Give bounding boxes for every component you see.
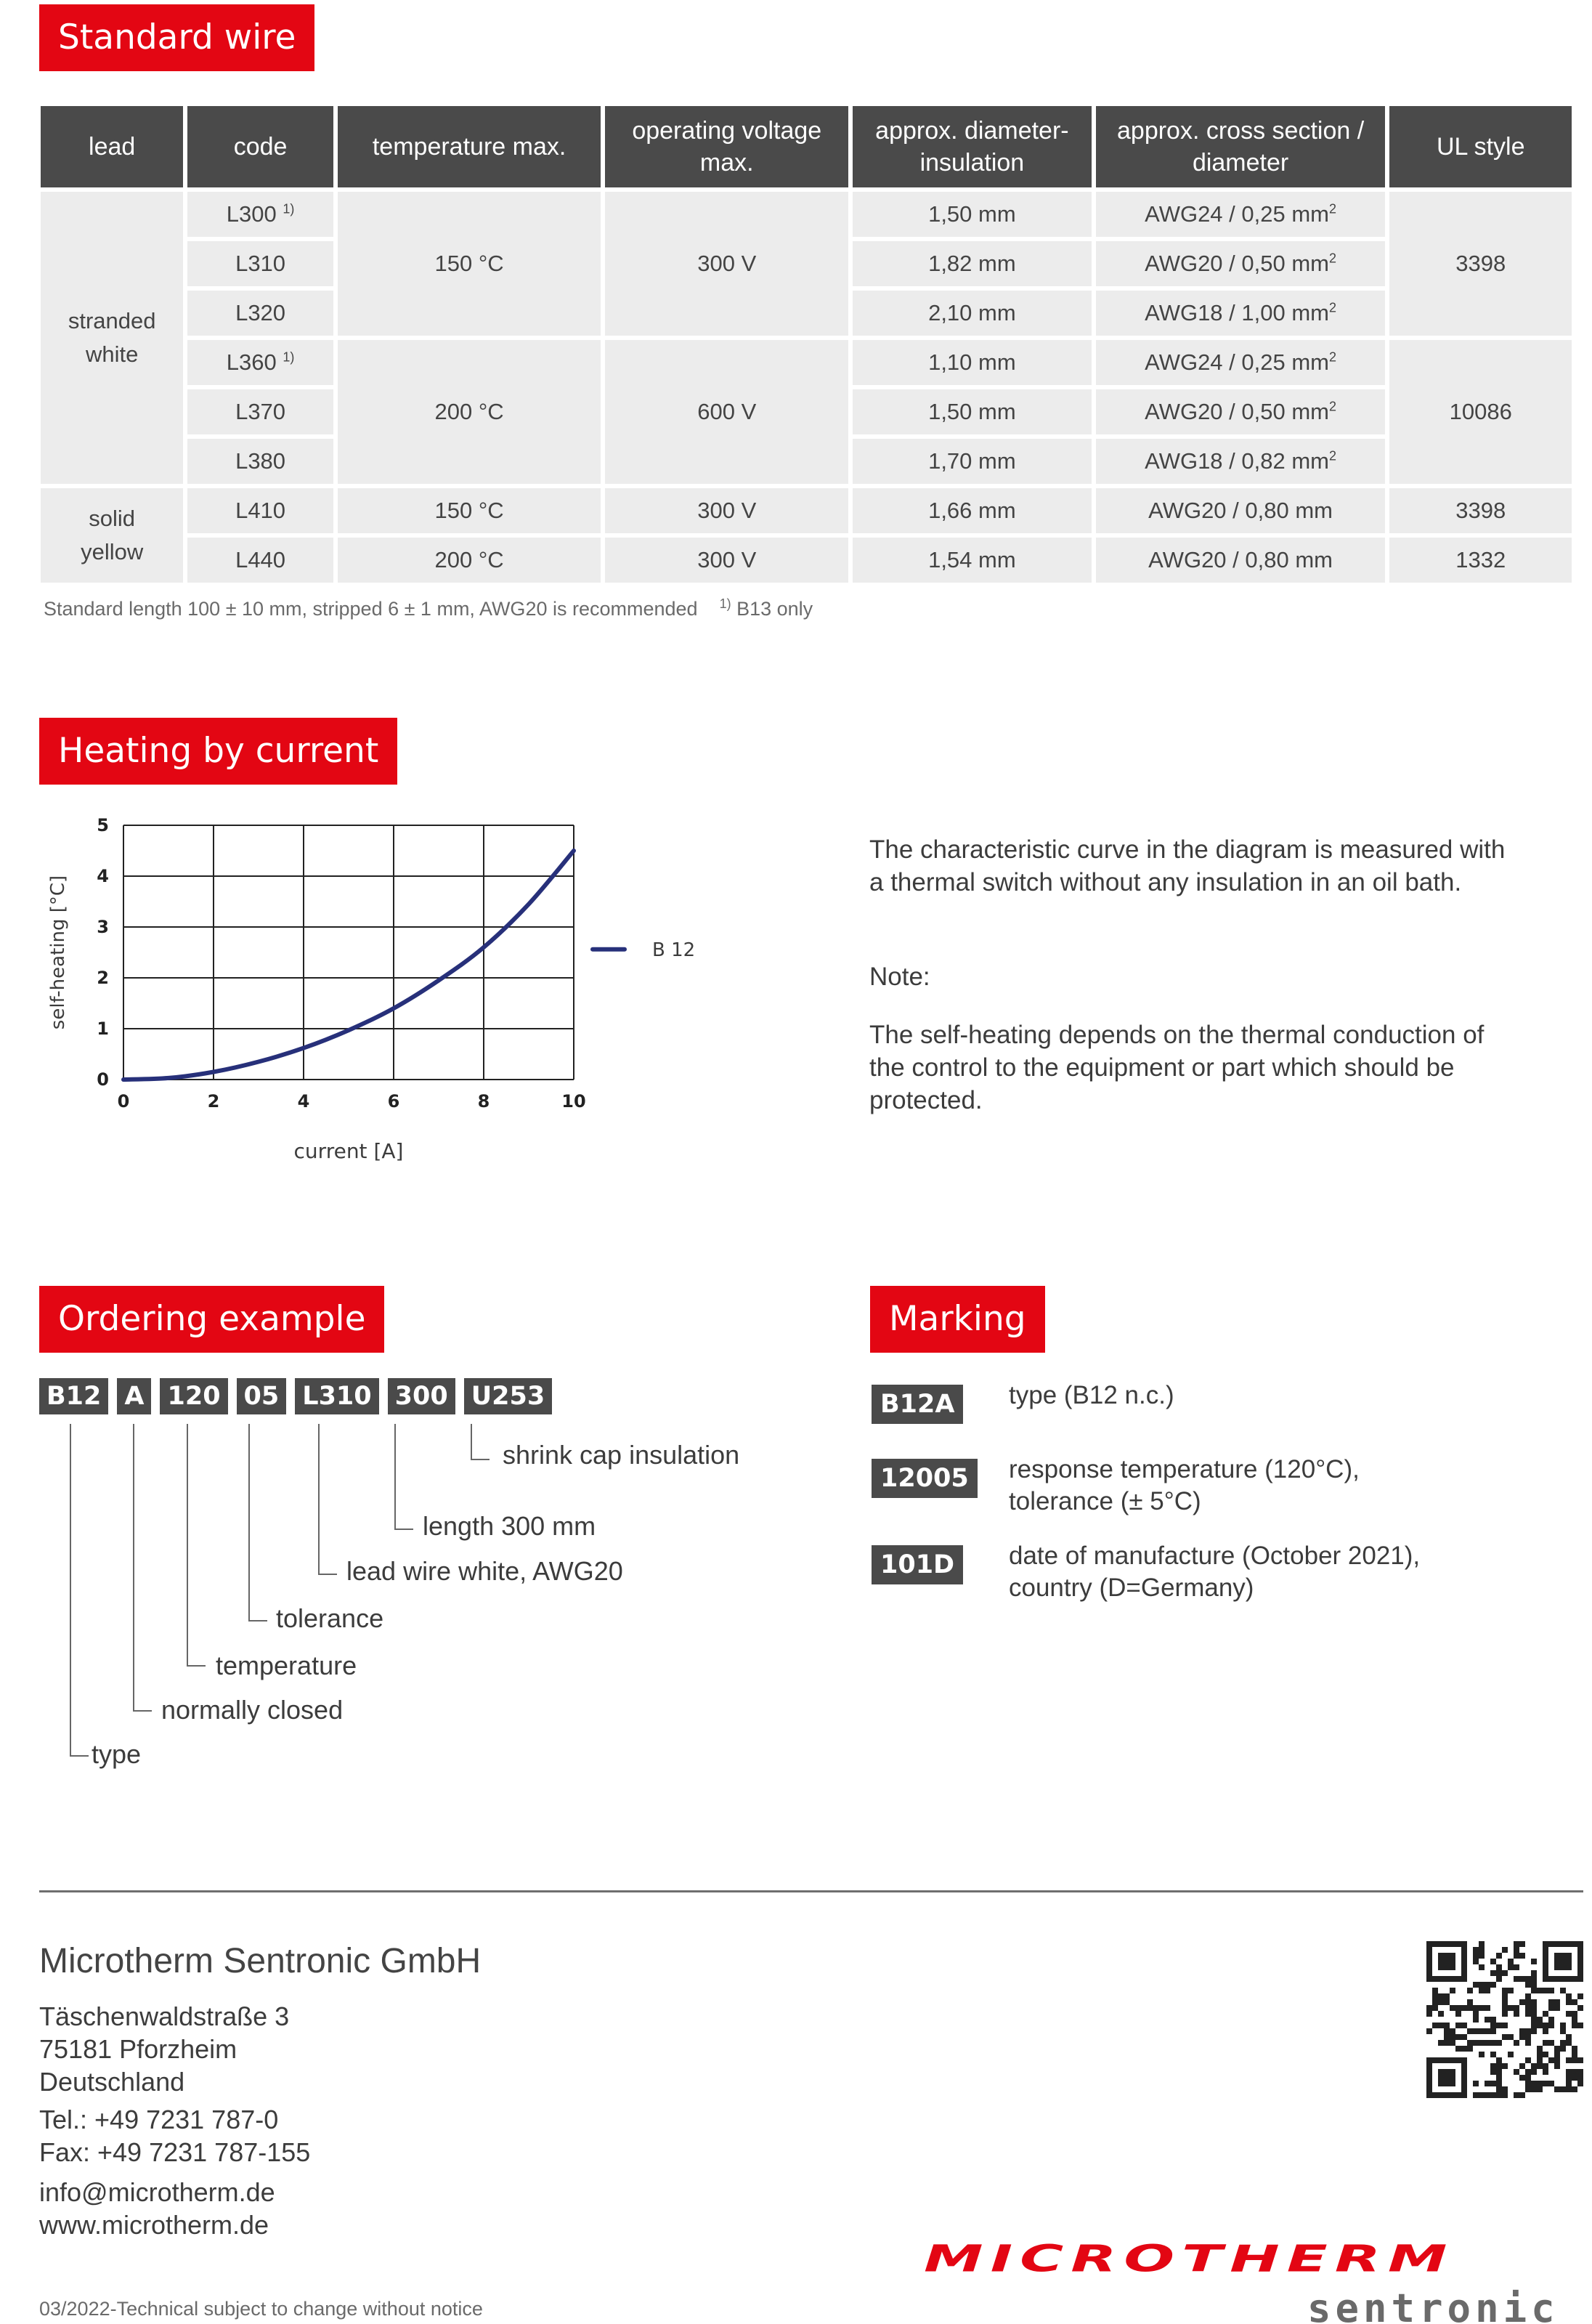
heating-chart [44,806,770,1184]
section-title-heating: Heating by current [39,718,397,785]
code-segment-nc: A [117,1378,151,1414]
address [39,2000,289,2098]
code-cell: L440 [187,538,333,583]
code-segment-length: 300 [388,1378,455,1414]
cross-section-cell: AWG18 / 1,00 $mm^2$ [1096,291,1386,336]
y-axis-label: self-heating [°C] [47,875,69,1030]
table-row [41,538,1572,583]
diameter-cell: 1,54 mm [853,538,1092,583]
diameter-cell: 2,10 mm [853,291,1092,336]
label-temperature: temperature [216,1651,357,1680]
y-tick-label: 5 [97,815,109,835]
heating-note-label: Note: [869,963,930,991]
header-ul-style: UL style [1389,106,1572,187]
qr-code-icon [1426,1941,1583,2098]
marking-code-date: 101D [872,1545,963,1584]
cross-section-cell: AWG20 / 0,80 mm [1096,538,1386,583]
label-normally-closed: normally closed [161,1695,344,1725]
temp-cell: 200 °C [338,538,601,583]
cross-section-cell: AWG20 / 0,50 $mm^2$ [1096,389,1386,434]
section-title-ordering: Ordering example [39,1286,384,1353]
cross-section-cell: AWG20 / 0,80 mm [1096,488,1386,533]
bracket-line [394,1424,413,1530]
marking-desc-temperature: response temperature (120°C), tolerance (± 5°C) [1009,1455,1360,1515]
label-length: length 300 mm [423,1511,596,1541]
code-cell: L300 $^{1)}$ [187,192,333,237]
section-title-standard-wire: Standard wire [39,4,314,71]
x-tick-label: 2 [207,1091,220,1112]
header-voltage: operating voltage max. [605,106,848,187]
email-link[interactable]: info@microtherm.de [39,2177,275,2207]
code-segment-tolerance: 05 [237,1378,287,1414]
label-lead-wire: lead wire white, AWG20 [346,1556,623,1586]
x-tick-label: 10 [561,1091,586,1112]
y-tick-label: 3 [97,917,109,937]
x-axis-label: current [A] [293,1139,404,1163]
x-tick-label: 6 [387,1091,400,1112]
x-tick-label: 8 [477,1091,490,1112]
label-type: type [92,1739,142,1769]
bracket-line [70,1424,89,1757]
header-diameter: approx. diameter-insulation [853,106,1092,187]
table-row [41,192,1572,237]
cross-section-cell: AWG18 / 0,82 $mm^2$ [1096,439,1386,484]
website-link[interactable]: www.microtherm.de [39,2210,269,2240]
bracket-line [248,1424,267,1621]
label-shrink-cap: shrink cap insulation [503,1440,740,1470]
ordering-code [39,1378,552,1414]
x-tick-label: 0 [117,1091,130,1112]
contact-phone [39,2103,310,2169]
ul-cell: 3398 [1389,488,1572,533]
header-lead: lead [41,106,183,187]
contact-web [39,2176,275,2241]
table-header-row [41,106,1572,187]
ul-cell: 3398 [1389,192,1572,336]
diameter-cell: 1,50 mm [853,389,1092,434]
bracket-line [471,1424,490,1460]
code-segment-insulation: U253 [464,1378,552,1414]
code-segment-lead: L310 [295,1378,378,1414]
marking-desc-date: date of manufacture (October 2021), country (D=Germany) [1009,1542,1421,1602]
header-code: code [187,106,333,187]
temp-cell: 200 °C [338,340,601,484]
diameter-cell: 1,10 mm [853,340,1092,385]
footnote-mark: 1) [283,201,295,216]
code-segment-temperature: 120 [160,1378,227,1414]
fax-number: Fax: +49 7231 787-155 [39,2137,311,2167]
standard-wire-table [36,102,1576,587]
bracket-line [133,1424,152,1712]
address-street: Täschenwaldstraße 3 [39,2001,290,2031]
bracket-line [318,1424,337,1575]
cross-section-cell: AWG24 / 0,25 $mm^2$ [1096,340,1386,385]
code-cell: L310 [187,241,333,286]
bracket-line [187,1424,206,1667]
y-tick-label: 1 [97,1019,109,1039]
company-name: Microtherm Sentronic GmbH [39,1942,482,1980]
microtherm-logo: MICROTHERM [924,2238,1455,2280]
lead-solid-yellow: solid yellow [41,488,183,583]
heating-description: The characteristic curve in the diagram is measured with a thermal switch without any insulation in an oil bath. [869,835,1506,896]
marking-desc-type: type (B12 n.c.) [1009,1381,1174,1409]
voltage-cell: 300 V [605,192,848,336]
cross-section-cell: AWG20 / 0,50 $mm^2$ [1096,241,1386,286]
address-city: 75181 Pforzheim [39,2034,237,2064]
y-tick-label: 4 [97,866,109,886]
disclaimer: 03/2022-Technical subject to change without notice [39,2298,483,2320]
code-cell: L370 [187,389,333,434]
diameter-cell: 1,82 mm [853,241,1092,286]
y-tick-label: 0 [97,1069,109,1090]
legend-label: B 12 [652,939,696,961]
voltage-cell: 600 V [605,340,848,484]
table-row [41,488,1572,533]
y-tick-label: 2 [97,968,109,988]
code-segment-type: B12 [39,1378,108,1414]
header-cross-section: approx. cross section / diameter [1096,106,1386,187]
header-temperature: temperature max. [338,106,601,187]
footnote-mark: 1) [283,349,295,365]
footer-divider [39,1890,1583,1892]
table-note: Standard length 100 ± 10 mm, stripped 6 ± 1 mm, AWG20 is recommended $^{1)}$ B13 only [44,596,813,620]
address-country: Deutschland [39,2067,185,2097]
ul-cell: 10086 [1389,340,1572,484]
temp-cell: 150 °C [338,488,601,533]
table-row [41,340,1572,385]
code-cell: L410 [187,488,333,533]
code-cell: L360 $^{1)}$ [187,340,333,385]
code-cell: L320 [187,291,333,336]
lead-stranded-white: stranded white [41,192,183,484]
series-line-b12 [123,851,574,1080]
cross-section-cell: AWG24 / 0,25 $mm^2$ [1096,192,1386,237]
ul-cell: 1332 [1389,538,1572,583]
marking-code-type: B12A [872,1385,963,1424]
voltage-cell: 300 V [605,538,848,583]
marking-code-temperature: 12005 [872,1459,978,1498]
phone-number: Tel.: +49 7231 787-0 [39,2105,279,2134]
section-title-marking: Marking [870,1286,1045,1353]
diameter-cell: 1,50 mm [853,192,1092,237]
code-cell: L380 [187,439,333,484]
diameter-cell: 1,70 mm [853,439,1092,484]
sentronic-logo: sentronic [1307,2285,1559,2324]
diameter-cell: 1,66 mm [853,488,1092,533]
x-tick-label: 4 [297,1091,310,1112]
heating-note-text: The self-heating depends on the thermal conduction of the control to the equipment or part which should be protected. [869,1021,1485,1114]
temp-cell: 150 °C [338,192,601,336]
label-tolerance: tolerance [276,1603,384,1633]
voltage-cell: 300 V [605,488,848,533]
